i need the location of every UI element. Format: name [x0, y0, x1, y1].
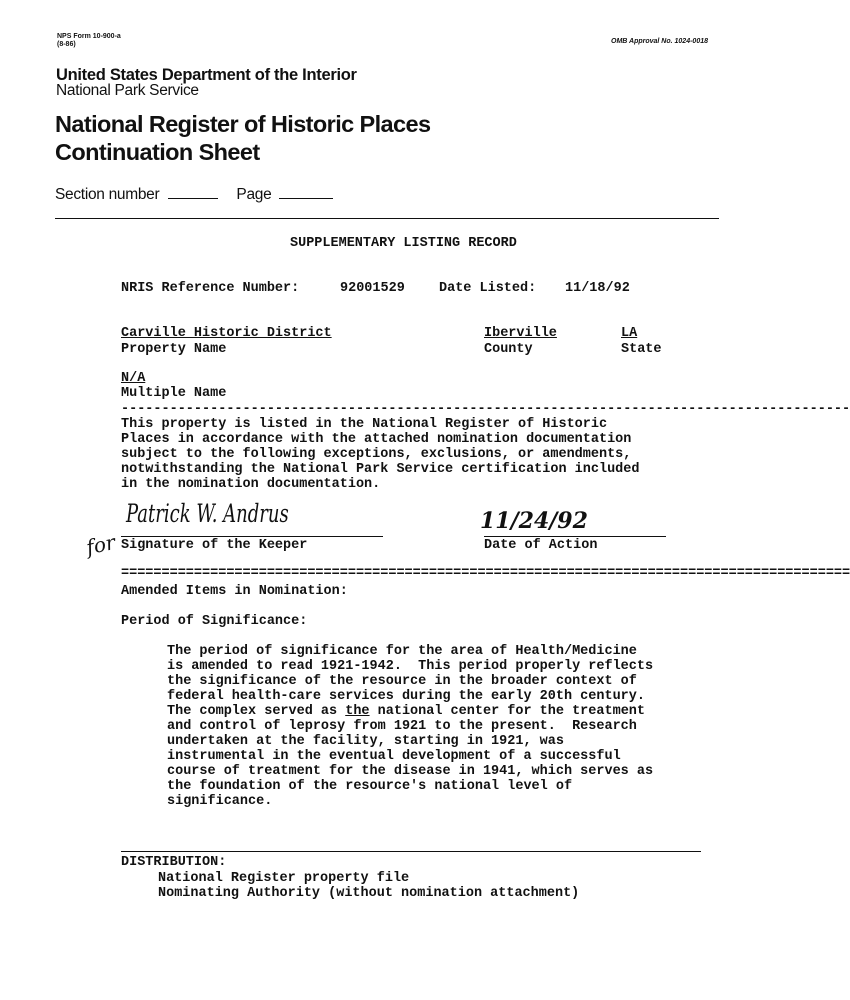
header-divider: [55, 218, 719, 219]
distribution-item: Nominating Authority (without nomination attachment): [158, 886, 580, 901]
keeper-signature: Patrick W. Andrus: [126, 499, 289, 528]
emphasized-word: the: [345, 704, 370, 719]
county-value: Iberville: [484, 326, 557, 341]
amendment-line: significance.: [167, 794, 273, 809]
state-label: State: [621, 342, 662, 357]
keeper-signature-line: [121, 536, 383, 537]
form-number-line: NPS Form 10-900-a: [57, 33, 121, 40]
multiple-name-label: Multiple Name: [121, 386, 227, 401]
amendment-line: federal health-care services during the early 20th century.: [167, 689, 645, 704]
certification-line: Places in accordance with the attached nomination documentation: [121, 432, 632, 447]
certification-line: in the nomination documentation.: [121, 477, 381, 492]
period-heading: Period of Significance:: [121, 614, 308, 629]
subtitle-line: Continuation Sheet: [55, 139, 260, 165]
amended-items-heading: Amended Items in Nomination:: [121, 584, 348, 599]
margin-initials: for: [84, 529, 118, 560]
dashed-divider: ------------------------------------------------------------------------------------------: [121, 402, 850, 417]
amendment-text: [167, 644, 653, 809]
county-label: County: [484, 342, 533, 357]
section-number-blank: [168, 197, 218, 199]
amendment-line: is amended to read 1921-1942. This period properly reflects: [167, 659, 654, 674]
distribution-list: [158, 871, 579, 901]
certification-line: subject to the following exceptions, exclusions, or amendments,: [121, 447, 632, 462]
property-name-value: Carville Historic District: [121, 326, 332, 341]
action-date-label: Date of Action: [484, 538, 598, 553]
title-line: National Register of Historic Places: [55, 111, 431, 137]
nris-value: 92001529: [340, 281, 405, 296]
action-date-handwritten: 11/24/92: [480, 508, 588, 534]
date-listed-value: 11/18/92: [565, 281, 630, 296]
record-heading: SUPPLEMENTARY LISTING RECORD: [290, 236, 517, 251]
property-name-label: Property Name: [121, 342, 227, 357]
certification-line: This property is listed in the National Register of Historic: [121, 417, 608, 432]
form-number: [57, 33, 121, 49]
action-date-line: [484, 536, 666, 537]
distribution-heading: DISTRIBUTION:: [121, 855, 227, 870]
amendment-line: the significance of the resource in the broader context of: [167, 674, 637, 689]
amendment-line: The period of significance for the area of Health/Medicine: [167, 644, 637, 659]
amendment-line: and control of leprosy from 1921 to the present. Research: [167, 719, 637, 734]
distribution-item: National Register property file: [158, 871, 410, 886]
text-fragment: national center for the treatment: [369, 704, 645, 719]
nris-label: NRIS Reference Number:: [121, 281, 300, 296]
text-fragment: The complex served as: [167, 704, 346, 719]
omb-approval: OMB Approval No. 1024-0018: [611, 38, 708, 45]
agency-name: National Park Service: [56, 82, 199, 99]
keeper-label: Signature of the Keeper: [121, 538, 308, 553]
form-revision-line: (8-86): [57, 41, 76, 48]
multiple-name-value: N/A: [121, 371, 146, 386]
certification-line: notwithstanding the National Park Service certification included: [121, 462, 640, 477]
amendment-line: course of treatment for the disease in 1941, which serves as: [167, 764, 654, 779]
department-name: United States Department of the Interior: [56, 66, 357, 84]
page-number-blank: [279, 197, 333, 199]
double-divider: ==========================================================================================: [121, 566, 850, 581]
date-listed-label: Date Listed:: [439, 281, 537, 296]
amendment-line: [167, 704, 653, 719]
amendment-line: undertaken at the facility, starting in 1921, was: [167, 734, 564, 749]
section-page-row: [55, 186, 333, 204]
state-value: LA: [621, 326, 638, 341]
certification-text: [121, 417, 639, 492]
page-title: [55, 110, 430, 166]
amendment-line: the foundation of the resource's national level of: [167, 779, 573, 794]
distribution-divider: [121, 851, 701, 852]
section-number-label: Section number: [55, 186, 160, 203]
amendment-line: instrumental in the eventual development of a successful: [167, 749, 621, 764]
page-label: Page: [236, 186, 272, 203]
